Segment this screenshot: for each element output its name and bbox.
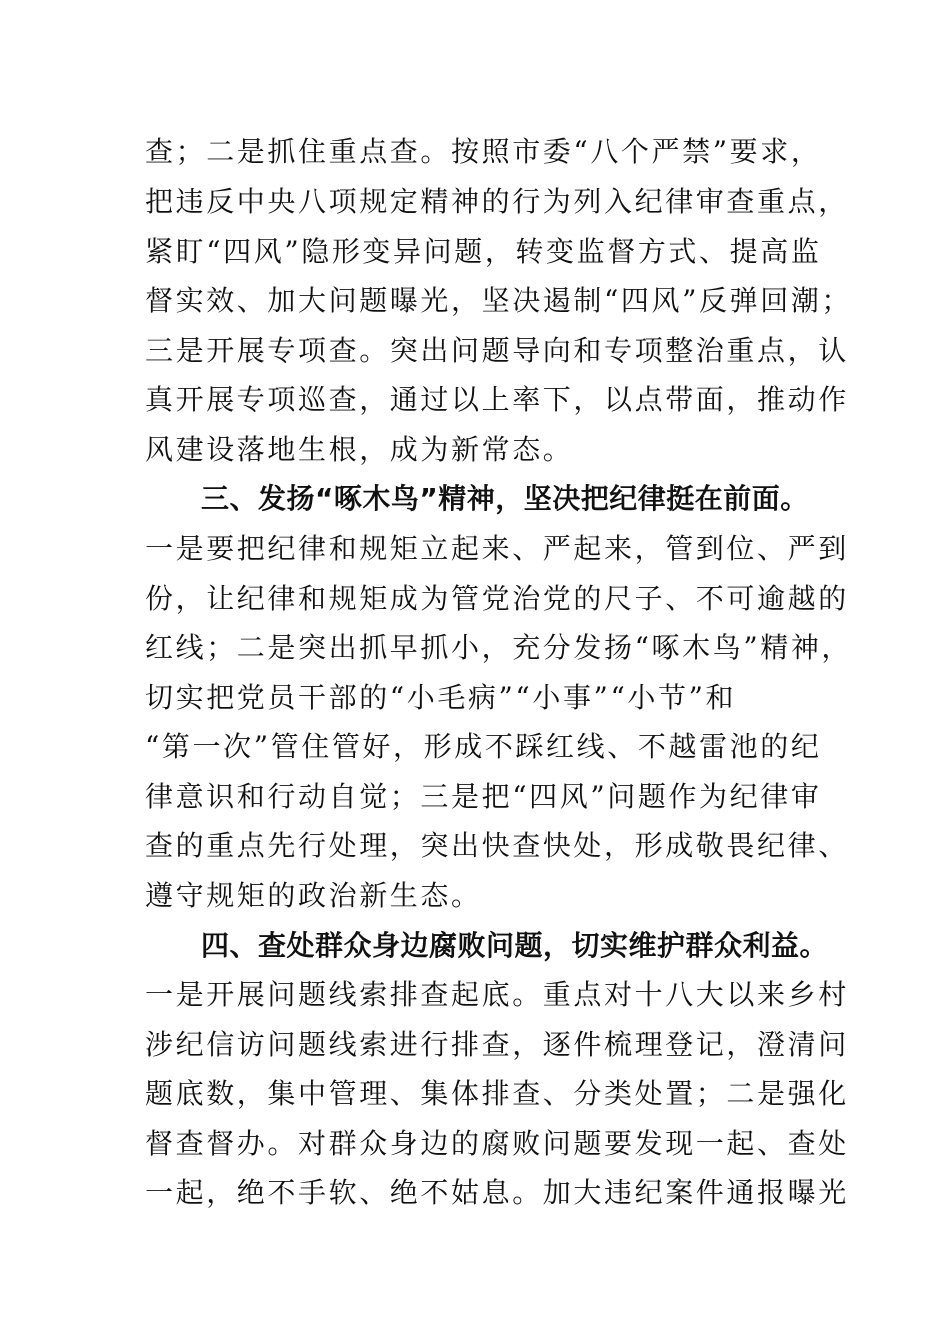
body-text-line: 查的重点先行处理，突出快查快处，形成敬畏纪律、: [145, 829, 849, 862]
body-text-line: 督查督办。对群众身边的腐败问题要发现一起、查处: [145, 1127, 849, 1160]
body-text-line: 题底数，集中管理、集体排查、分类处置；二是强化: [145, 1077, 849, 1110]
body-text-line: 一是开展问题线索排查起底。重点对十八大以来乡村: [145, 978, 849, 1011]
body-text-line: 一起，绝不手软、绝不姑息。加大违纪案件通报曝光: [145, 1176, 849, 1209]
body-text-line: 风建设落地生根，成为新常态。: [145, 433, 574, 466]
body-text-line: “第一次”管住管好，形成不踩红线、不越雷池的纪: [145, 730, 822, 763]
body-text-line: 真开展专项巡查，通过以上率下，以点带面，推动作: [145, 383, 849, 416]
body-text-line: 督实效、加大问题曝光，坚决遏制“四风”反弹回潮；: [145, 284, 853, 317]
body-text-line: 份，让纪律和规矩成为管党治党的尺子、不可逾越的: [145, 582, 849, 615]
body-text-line: 三是开展专项查。突出问题导向和专项整治重点，认: [145, 334, 849, 367]
section-heading-3: 三、发扬“啄木鸟”精神，坚决把纪律挺在前面。: [201, 482, 809, 515]
body-text-line: 紧盯“四风”隐形变异问题，转变监督方式、提高监: [145, 235, 822, 268]
section-heading-4: 四、查处群众身边腐败问题，切实维护群众利益。: [201, 929, 829, 962]
body-text-line: 律意识和行动自觉；三是把“四风”问题作为纪律审: [145, 780, 822, 813]
body-text-line: 一是要把纪律和规矩立起来、严起来，管到位、严到: [145, 532, 849, 565]
body-text-line: 红线；二是突出抓早抓小，充分发扬“啄木鸟”精神，: [145, 631, 853, 664]
body-text-line: 遵守规矩的政治新生态。: [145, 879, 482, 912]
body-text-line: 查；二是抓住重点查。按照市委“八个严禁”要求，: [145, 135, 822, 168]
body-text-line: 把违反中央八项规定精神的行为列入纪律审查重点，: [145, 185, 849, 218]
body-text-line: 涉纪信访问题线索进行排查，逐件梳理登记，澄清问: [145, 1028, 849, 1061]
body-text-line: 切实把党员干部的“小毛病”“小事”“小节”和: [145, 681, 737, 714]
